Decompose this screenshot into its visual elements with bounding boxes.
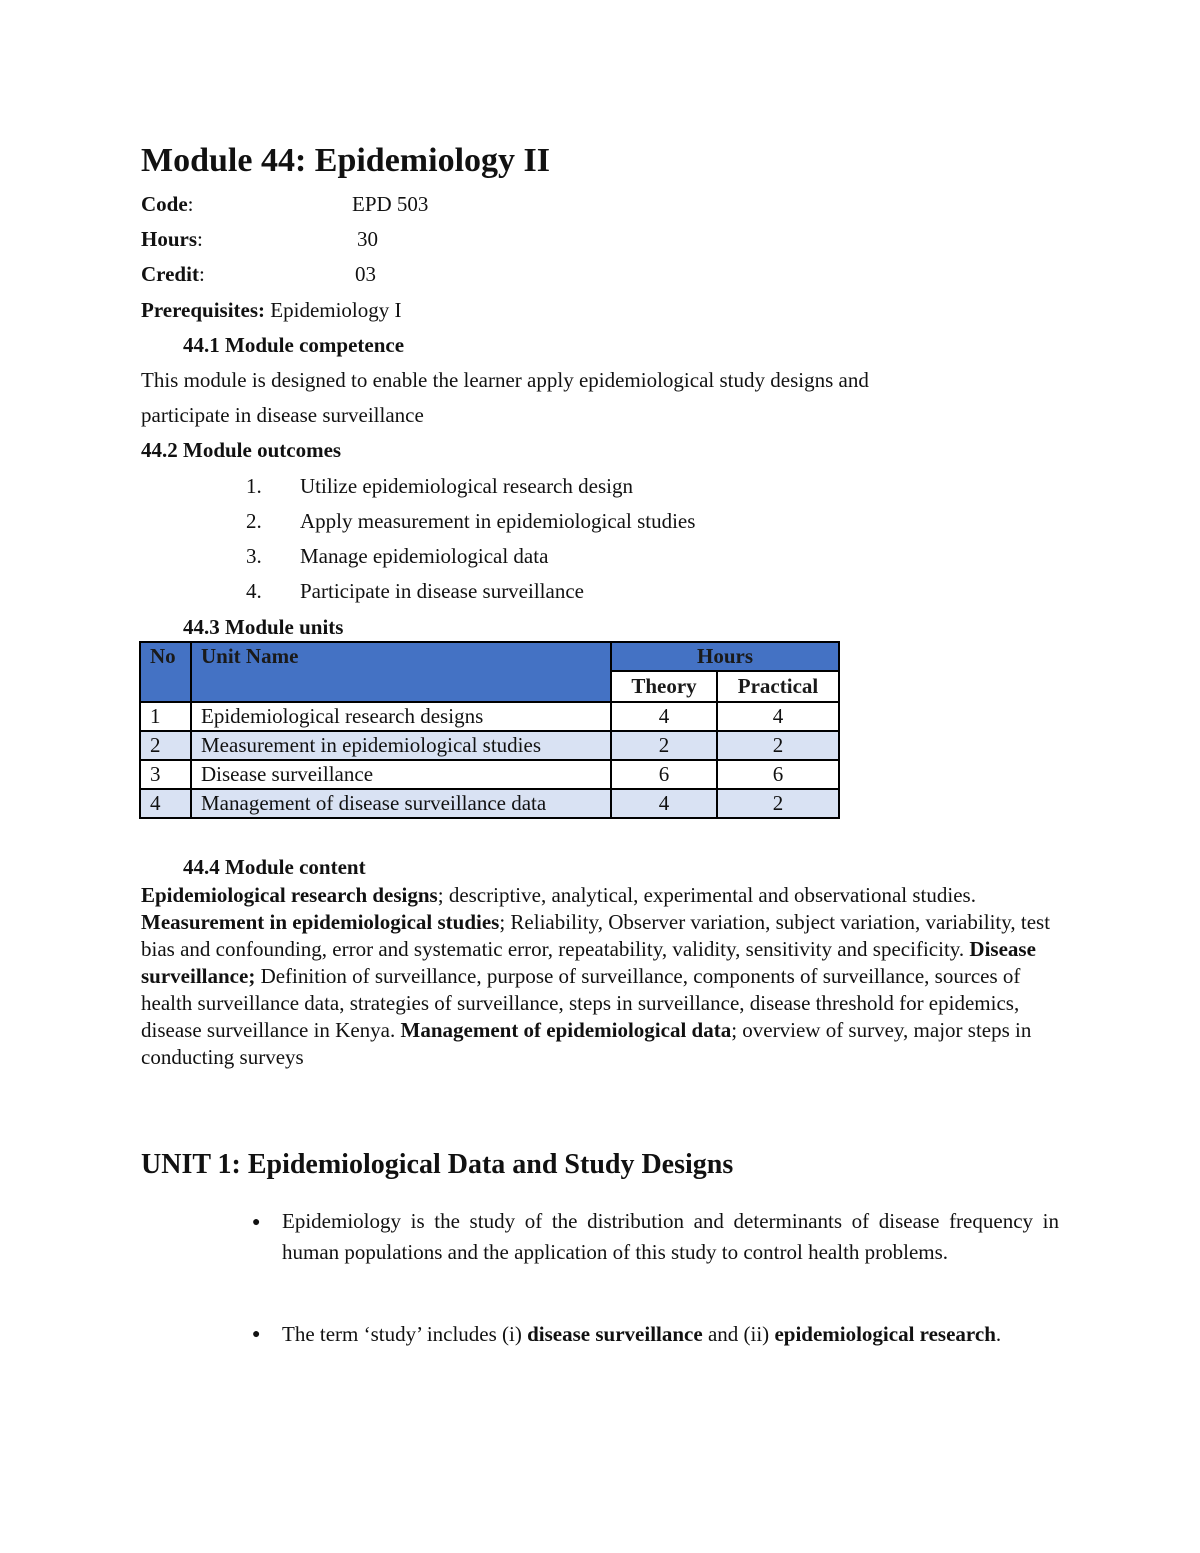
col-header-theory: Theory [611,671,717,702]
credit-label: Credit: [141,262,205,286]
competence-line-2: participate in disease surveillance [141,403,424,427]
bullet-icon: ● [252,1327,261,1342]
hours-value: 30 [357,227,378,251]
row-practical: 2 [717,789,839,818]
row-no: 2 [140,731,191,760]
row-theory: 4 [611,789,717,818]
row-no: 1 [140,702,191,731]
row-unit-name: Measurement in epidemiological studies [191,731,611,760]
row-unit-name: Disease surveillance [191,760,611,789]
row-practical: 2 [717,731,839,760]
outcome-text: Utilize epidemiological research design [300,474,633,498]
code-label: Code: [141,192,194,216]
bullet-icon: ● [252,1215,261,1230]
col-header-unit-name: Unit Name [191,642,611,702]
table-row [140,702,839,731]
col-header-no: No [140,642,191,702]
outcome-text: Manage epidemiological data [300,544,549,568]
row-unit-name: Epidemiological research designs [191,702,611,731]
col-header-hours: Hours [611,642,839,671]
page-title: Module 44: Epidemiology II [141,142,550,179]
module-units-table [139,641,840,819]
credit-value: 03 [355,262,376,286]
row-theory: 2 [611,731,717,760]
code-value: EPD 503 [352,192,429,216]
outcomes-heading: 44.2 Module outcomes [141,438,342,462]
units-heading: 44.3 Module units [183,615,344,639]
competence-heading: 44.1 Module competence [183,333,405,357]
row-unit-name: Management of disease surveillance data [191,789,611,818]
outcome-number: 1. [246,474,262,498]
row-theory: 4 [611,702,717,731]
table-row [140,789,839,818]
content-topic: Measurement in epidemiological studies [141,910,500,934]
outcome-number: 3. [246,544,262,568]
bullet-item: Epidemiology is the study of the distribution and determinants of disease frequency in human populations and the application of this study to control health problems. [282,1209,1059,1264]
table-row [140,731,839,760]
content-topic: Disease surveillance; [141,937,1036,988]
outcome-number: 4. [246,579,262,603]
content-topic: Epidemiological research designs [141,883,438,907]
row-theory: 6 [611,760,717,789]
row-no: 3 [140,760,191,789]
hours-label: Hours: [141,227,203,251]
row-practical: 4 [717,702,839,731]
bullet-item: The term ‘study’ includes (i) disease surveillance and (ii) epidemiological research. [282,1322,1002,1346]
row-practical: 6 [717,760,839,789]
competence-line-1: This module is designed to enable the learner apply epidemiological study designs and [141,368,869,392]
content-topic: Management of epidemiological data [400,1018,732,1042]
unit-title: UNIT 1: Epidemiological Data and Study Designs [141,1149,734,1180]
outcome-number: 2. [246,509,262,533]
prerequisites: Prerequisites: Epidemiology I [141,298,402,322]
col-header-practical: Practical [717,671,839,702]
outcome-text: Apply measurement in epidemiological studies [300,509,696,533]
outcome-text: Participate in disease surveillance [300,579,584,603]
table-row [140,760,839,789]
module-content-paragraph: Epidemiological research designs; descriptive, analytical, experimental and observational studies. Measurement in epidemiological studies; Reliability, Observer variation, subject variation, variability, test bias and confounding, error and systematic error, repeatability, validity, sensitivity and specificity. Disease surveillance; Definition of surveillance, purpose of surveillance, components of surveillance, sources of health surveillance data, strategies of surveillance, steps in surveillance, disease threshold for epidemics, disease surveillance in Kenya. Management of epidemiological data; overview of survey, major steps in conducting surveys [141,883,1051,1069]
content-heading: 44.4 Module content [183,855,366,879]
row-no: 4 [140,789,191,818]
